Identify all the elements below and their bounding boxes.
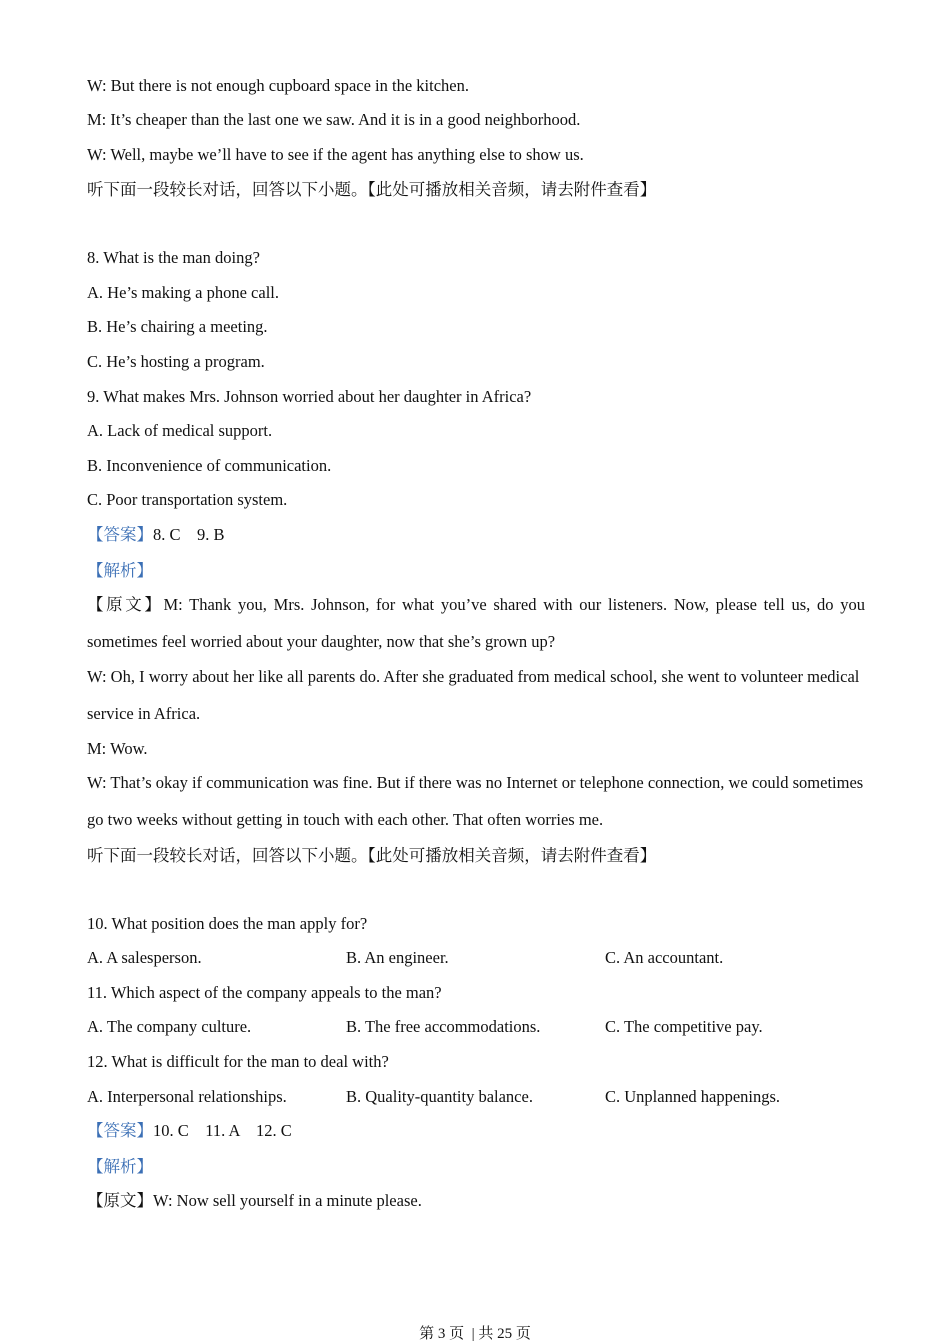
transcript-line: sometimes feel worried about your daughter, now that she’s grown up? [87,632,556,651]
option-12b: B. Quality-quantity balance. [346,1087,533,1106]
answer-label: 【答案】 [87,525,153,544]
question-9: 9. What makes Mrs. Johnson worried about her daughter in Africa? [87,387,532,406]
answer-line [87,1120,292,1142]
dialogue-line: W: Well, maybe we’ll have to see if the agent has anything else to show us. [87,145,584,164]
analysis-label: 【解析】 [87,561,153,580]
question-8: 8. What is the man doing? [87,248,260,267]
option-9b: B. Inconvenience of communication. [87,456,332,475]
page-footer: 第 3 页 | 共 25 页 [419,1326,531,1342]
listening-instruction: 听下面一段较长对话，回答以下小题。【此处可播放相关音频，请去附件查看】 [87,180,657,199]
option-8a: A. He’s making a phone call. [87,283,279,302]
transcript-line: W: Oh, I worry about her like all parents do. After she graduated from medical school, she went to volunteer medical [87,667,860,686]
question-11: 11. Which aspect of the company appeals to the man? [87,983,442,1002]
option-10b: B. An engineer. [346,948,449,967]
question-10: 10. What position does the man apply for? [87,914,368,933]
answer-text: 10. C 11. A 12. C [153,1121,292,1140]
option-8c: C. He’s hosting a program. [87,352,265,371]
option-12c: C. Unplanned happenings. [605,1087,781,1106]
transcript-line: go two weeks without getting in touch with each other. That often worries me. [87,810,604,829]
option-9a: A. Lack of medical support. [87,421,273,440]
transcript-line [87,1190,422,1212]
option-9c: C. Poor transportation system. [87,490,288,509]
option-10c: C. An accountant. [605,948,724,967]
answer-label: 【答案】 [87,1121,153,1140]
option-11b: B. The free accommodations. [346,1017,541,1036]
options-12 [87,1086,865,1108]
option-10a: A. A salesperson. [87,948,202,967]
transcript-text: M: Thank you, Mrs. Johnson, for what you’ve shared with our listeners. Now, please tell us, do you [163,595,866,614]
option-8b: B. He’s chairing a meeting. [87,317,268,336]
transcript-line: W: That’s okay if communication was fine. But if there was no Internet or telephone connection, we could sometimes [87,773,864,792]
answer-line [87,524,225,546]
answer-text: 8. C 9. B [153,525,225,544]
transcript-line [87,594,865,616]
options-11 [87,1016,865,1038]
option-11c: C. The competitive pay. [605,1017,763,1036]
dialogue-line: M: It’s cheaper than the last one we saw. And it is in a good neighborhood. [87,110,581,129]
transcript-line: service in Africa. [87,704,201,723]
option-12a: A. Interpersonal relationships. [87,1087,287,1106]
original-label: 【原文】 [87,1191,153,1210]
options-10 [87,947,865,969]
question-12: 12. What is difficult for the man to deal with? [87,1052,389,1071]
listening-instruction: 听下面一段较长对话，回答以下小题。【此处可播放相关音频，请去附件查看】 [87,846,657,865]
dialogue-line: W: But there is not enough cupboard space in the kitchen. [87,76,469,95]
transcript-line: M: Wow. [87,739,148,758]
original-label: 【原文】 [87,595,164,614]
transcript-text: W: Now sell yourself in a minute please. [153,1191,422,1210]
option-11a: A. The company culture. [87,1017,252,1036]
analysis-label: 【解析】 [87,1157,153,1176]
